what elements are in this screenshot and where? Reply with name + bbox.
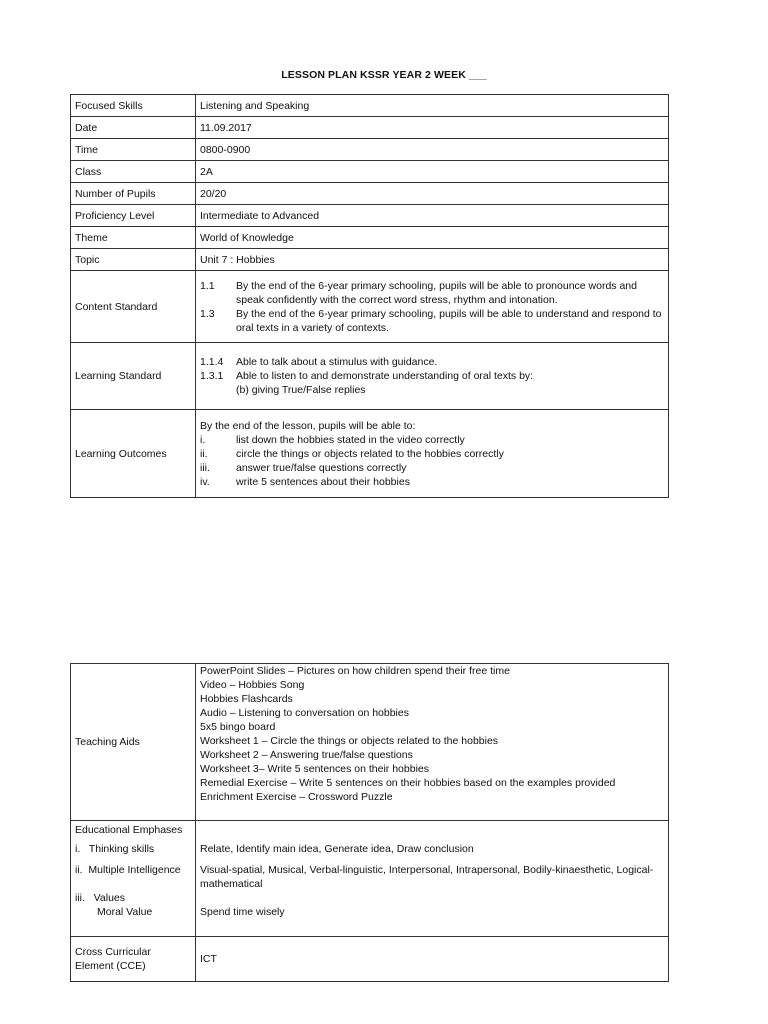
- learning-standard-item: [200, 369, 664, 383]
- teaching-aid-item: Worksheet 2 – Answering true/false questions: [200, 749, 413, 761]
- educational-emphases-heading: Educational Emphases: [75, 824, 183, 836]
- thinking-skills-label: i. Thinking skills: [75, 843, 155, 855]
- item-number: 1.1.4: [200, 356, 224, 368]
- moral-value-label: Moral Value: [97, 906, 153, 918]
- teaching-aid-item: Worksheet 3– Write 5 sentences on their hobbies: [200, 763, 429, 775]
- row-value: 2A: [196, 161, 669, 183]
- content-standard-row: [71, 271, 669, 343]
- item-number: iv.: [200, 475, 210, 488]
- row-label: Proficiency Level: [71, 205, 196, 227]
- item-text: (b) giving True/False replies: [236, 384, 366, 396]
- learning-outcomes-value: [196, 410, 669, 498]
- learning-standard-label: Learning Standard: [71, 343, 196, 410]
- item-text: list down the hobbies stated in the video correctly: [236, 433, 465, 446]
- item-text: write 5 sentences about their hobbies: [236, 475, 410, 488]
- cce-label: Cross Curricular Element (CCE): [71, 937, 196, 982]
- row-value: World of Knowledge: [196, 227, 669, 249]
- teaching-aids-row: [71, 664, 669, 821]
- item-text: Able to talk about a stimulus with guidance.: [236, 356, 438, 368]
- teaching-aid-item: Enrichment Exercise – Crossword Puzzle: [200, 791, 393, 803]
- row-label: Focused Skills: [71, 95, 196, 117]
- item-text: answer true/false questions correctly: [236, 461, 407, 474]
- teaching-aids-value: [196, 664, 669, 821]
- learning-standard-item: [200, 355, 664, 369]
- teaching-aid-item: Audio – Listening to conversation on hobbies: [200, 707, 409, 719]
- teaching-aid-item: Video – Hobbies Song: [200, 679, 305, 691]
- educational-emphases-value: [196, 821, 669, 937]
- thinking-skills-value: Relate, Identify main idea, Generate idea, Draw conclusion: [200, 843, 474, 855]
- row-value: 0800-0900: [196, 139, 669, 161]
- row-label: Time: [71, 139, 196, 161]
- learning-standard-row: [71, 343, 669, 410]
- table-row: [71, 249, 669, 271]
- row-label: Theme: [71, 227, 196, 249]
- teaching-aid-item: Hobbies Flashcards: [200, 693, 293, 705]
- item-number: 1.3.1: [200, 370, 224, 382]
- educational-emphases-label: [71, 821, 196, 937]
- content-standard-item: [200, 307, 664, 335]
- values-label: iii. Values: [75, 892, 125, 904]
- moral-value-value: Spend time wisely: [200, 906, 285, 918]
- table-row: [71, 139, 669, 161]
- row-value: Intermediate to Advanced: [196, 205, 669, 227]
- teaching-aids-label: Teaching Aids: [71, 664, 196, 821]
- teaching-aid-item: Remedial Exercise – Write 5 sentences on their hobbies based on the examples provided: [200, 777, 616, 789]
- table-row: [71, 95, 669, 117]
- multiple-intelligence-value: Visual-spatial, Musical, Verbal-linguistic, Interpersonal, Intrapersonal, Bodily-kinaesthetic, Logical-mathematical: [200, 864, 654, 890]
- item-number: [200, 383, 236, 397]
- row-value: Listening and Speaking: [196, 95, 669, 117]
- content-standard-item: [200, 279, 664, 307]
- teaching-aid-item: 5x5 bingo board: [200, 721, 276, 733]
- learning-outcome-item: [200, 447, 664, 461]
- multiple-intelligence-label: ii. Multiple Intelligence: [75, 864, 181, 876]
- lesson-plan-table-1: [70, 94, 669, 498]
- table-row: [71, 205, 669, 227]
- learning-standard-item: [200, 383, 664, 397]
- item-text: By the end of the 6-year primary schooling, pupils will be able to pronounce words and speak confidently with the correct word stress, rhythm and intonation.: [236, 279, 637, 306]
- table-row: [71, 161, 669, 183]
- row-value: Unit 7 : Hobbies: [196, 249, 669, 271]
- row-value: 20/20: [196, 183, 669, 205]
- learning-outcomes-row: [71, 410, 669, 498]
- item-text: Able to listen to and demonstrate understanding of oral texts by:: [236, 370, 534, 382]
- educational-emphases-row: [71, 821, 669, 937]
- item-number: iii.: [200, 461, 210, 474]
- table-row: [71, 227, 669, 249]
- cce-value: ICT: [196, 937, 669, 982]
- item-number: ii.: [200, 447, 208, 460]
- learning-outcomes-intro: By the end of the lesson, pupils will be able to:: [200, 419, 416, 432]
- row-label: Number of Pupils: [71, 183, 196, 205]
- document-title: LESSON PLAN KSSR YEAR 2 WEEK ___: [281, 69, 487, 81]
- learning-outcome-item: [200, 475, 664, 489]
- content-standard-value: [196, 271, 669, 343]
- row-label: Date: [71, 117, 196, 139]
- learning-outcome-item: [200, 433, 664, 447]
- learning-outcomes-label: Learning Outcomes: [71, 410, 196, 498]
- content-standard-label: Content Standard: [71, 271, 196, 343]
- table-row: [71, 117, 669, 139]
- teaching-aid-item: Worksheet 1 – Circle the things or objects related to the hobbies: [200, 735, 499, 747]
- lesson-plan-table-2: [70, 663, 669, 982]
- teaching-aid-item: PowerPoint Slides – Pictures on how children spend their free time: [200, 665, 510, 677]
- row-label: Class: [71, 161, 196, 183]
- item-number: i.: [200, 433, 206, 446]
- item-number: 1.1: [200, 279, 215, 292]
- learning-standard-value: [196, 343, 669, 410]
- row-label: Topic: [71, 249, 196, 271]
- table-row: [71, 183, 669, 205]
- cce-row: [71, 937, 669, 982]
- item-text: By the end of the 6-year primary schooling, pupils will be able to understand and respond to oral texts in a variety of contexts.: [236, 307, 662, 334]
- item-text: circle the things or objects related to the hobbies correctly: [236, 447, 504, 460]
- learning-outcome-item: [200, 461, 664, 475]
- row-value: 11.09.2017: [196, 117, 669, 139]
- item-number: 1.3: [200, 307, 215, 320]
